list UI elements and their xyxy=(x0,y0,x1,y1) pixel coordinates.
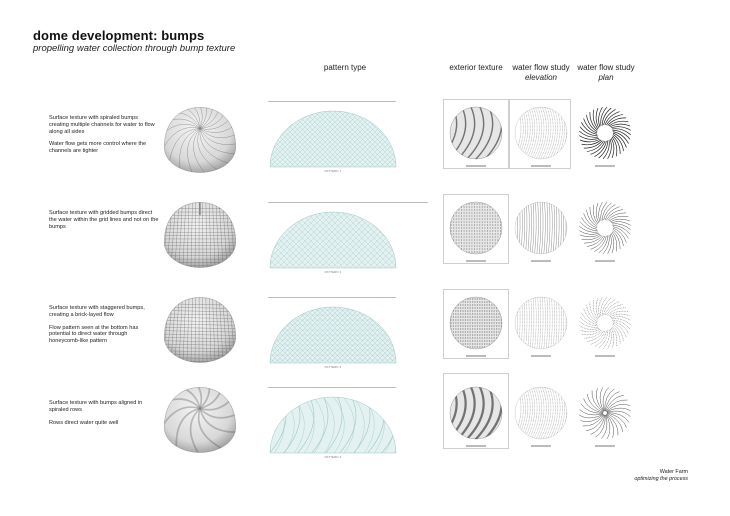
dome-render-graphic xyxy=(158,194,242,278)
footer-tagline: optimizing the process xyxy=(634,475,688,482)
row-description-note: Water flow gets more control where the channels are tighter xyxy=(49,141,147,155)
plan-graphic xyxy=(577,200,633,256)
pattern-drawing xyxy=(268,105,398,173)
plan-caption-mark xyxy=(595,355,615,357)
dome-render xyxy=(158,379,242,463)
elevation-caption-mark xyxy=(531,445,551,447)
elevation-graphic xyxy=(513,200,569,256)
footer-project-name: Water Farm xyxy=(659,469,688,475)
plan-study xyxy=(577,385,633,441)
column-header-elevation xyxy=(509,63,573,83)
column-header-elevation-line2: elevation xyxy=(524,73,558,82)
pattern-divider xyxy=(268,101,396,102)
pattern-divider xyxy=(268,297,396,298)
row-description xyxy=(49,305,159,345)
exterior-frame xyxy=(443,289,509,359)
row-description xyxy=(49,400,159,426)
pattern-label: PATTERN 4 xyxy=(324,455,342,459)
row-description-note: Flow pattern seen at the bottom has potential to direct water through honeycomb-like pattern xyxy=(49,324,139,345)
row-description-main: Surface texture with staggered bumps, creating a brick-layed flow xyxy=(49,305,145,318)
row-description-main: Surface texture with spiraled bumps creating multiple channels for water to flow along all sides xyxy=(49,115,155,135)
pattern-graphic xyxy=(268,105,398,169)
page-title: dome development: bumps xyxy=(33,28,205,43)
exterior-frame xyxy=(443,99,509,169)
dome-render xyxy=(158,289,242,373)
dome-render-graphic xyxy=(158,99,242,183)
plan-study xyxy=(577,105,633,161)
footer xyxy=(634,469,688,482)
pattern-drawing xyxy=(268,301,398,369)
column-header-pattern-type-text: pattern type xyxy=(323,63,367,72)
pattern-drawing xyxy=(268,206,398,274)
column-header-pattern-type xyxy=(305,63,385,73)
plan-caption-mark xyxy=(595,260,615,262)
dome-render-graphic xyxy=(158,289,242,373)
row-description-main: Surface texture with bumps aligned in spiraled rows xyxy=(49,400,143,413)
elevation-caption-mark xyxy=(531,355,551,357)
elevation-graphic xyxy=(513,385,569,441)
pattern-drawing xyxy=(268,391,398,459)
plan-graphic xyxy=(577,385,633,441)
exterior-frame xyxy=(443,373,509,449)
elevation-study xyxy=(513,295,569,351)
pattern-label: PATTERN 2 xyxy=(324,270,342,274)
elevation-study xyxy=(513,385,569,441)
pattern-graphic xyxy=(268,206,398,270)
column-header-elevation-line1: water flow study xyxy=(512,63,570,72)
plan-graphic xyxy=(577,105,633,161)
plan-caption-mark xyxy=(595,445,615,447)
column-header-plan xyxy=(574,63,638,83)
plan-graphic xyxy=(577,295,633,351)
row-description-main: Surface texture with gridded bumps direct the water within the grid lines and not on the bumps xyxy=(49,210,159,230)
plan-caption-mark xyxy=(595,165,615,167)
dome-render-graphic xyxy=(158,379,242,463)
elevation-frame xyxy=(509,99,571,169)
row-description-note: Rows direct water quite well xyxy=(49,419,119,426)
row-description xyxy=(49,210,159,230)
row-description xyxy=(49,115,159,155)
column-header-plan-line2: plan xyxy=(598,73,614,82)
dome-render xyxy=(158,99,242,183)
elevation-caption-mark xyxy=(531,260,551,262)
column-header-plan-line1: water flow study xyxy=(577,63,635,72)
plan-study xyxy=(577,200,633,256)
pattern-graphic xyxy=(268,391,398,455)
pattern-label: PATTERN 1 xyxy=(324,169,342,173)
elevation-study xyxy=(513,200,569,256)
pattern-label: PATTERN 3 xyxy=(324,365,342,369)
pattern-divider xyxy=(268,202,428,203)
elevation-graphic xyxy=(513,295,569,351)
column-header-exterior-texture-text: exterior texture xyxy=(449,63,503,72)
pattern-graphic xyxy=(268,301,398,365)
plan-study xyxy=(577,295,633,351)
dome-render xyxy=(158,194,242,278)
exterior-frame xyxy=(443,194,509,264)
page-subtitle: propelling water collection through bump texture xyxy=(33,43,236,54)
column-header-exterior-texture xyxy=(444,63,508,73)
pattern-divider xyxy=(268,387,396,388)
